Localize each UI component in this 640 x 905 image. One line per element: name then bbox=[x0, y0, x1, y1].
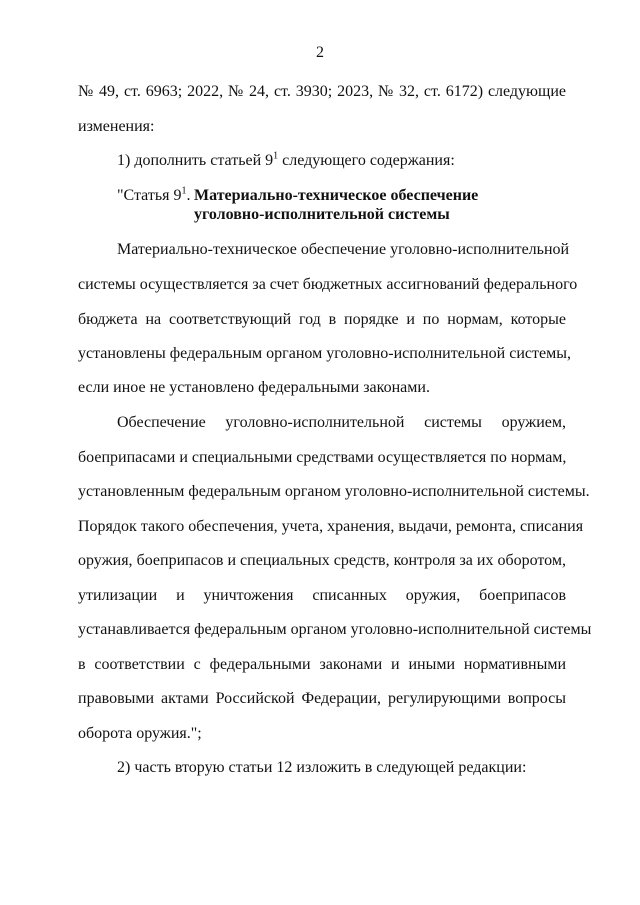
article-title-line-2: уголовно-исполнительной системы bbox=[194, 206, 450, 223]
article-prefix: "Статья 9 bbox=[117, 187, 182, 204]
para-1-line: Материально-техническое обеспечение уголовно-исполнительной bbox=[117, 241, 570, 258]
page-number: 2 bbox=[316, 44, 324, 61]
item-1-text: 1) дополнить статьей 9 bbox=[117, 152, 274, 169]
item-1 bbox=[117, 151, 566, 171]
para-2-line: Обеспечение уголовно-исполнительной системы оружием, bbox=[117, 414, 566, 431]
para-2-line: устанавливается федеральным органом уголовно-исполнительной системы bbox=[78, 621, 592, 638]
para-2-line: оружия, боеприпасов и специальных средств, контроля за их оборотом, bbox=[78, 552, 566, 569]
para-2-line: Порядок такого обеспечения, учета, хранения, выдачи, ремонта, списания bbox=[78, 518, 584, 535]
para-1-line: системы осуществляется за счет бюджетных ассигнований федерального bbox=[78, 276, 578, 293]
para-1-line: бюджета на соответствующий год в порядке и по нормам, которые bbox=[78, 311, 566, 328]
intro-line-2: изменения: bbox=[78, 118, 155, 135]
para-2-line: правовыми актами Российской Федерации, регулирующими вопросы bbox=[78, 690, 566, 707]
para-2-line: утилизации и уничтожения списанных оружия, боеприпасов bbox=[78, 587, 566, 604]
item-1-sup: 1 bbox=[273, 150, 279, 162]
para-1-line: если иное не установлено федеральными законами. bbox=[78, 379, 430, 396]
item-2: 2) часть вторую статьи 12 изложить в следующей редакции: bbox=[117, 759, 527, 776]
para-2-line: в соответствии с федеральными законами и иными нормативными bbox=[78, 656, 566, 673]
intro-line-1: № 49, ст. 6963; 2022, № 24, ст. 3930; 2023, № 32, ст. 6172) следующие bbox=[78, 83, 566, 100]
article-prefix-end: . bbox=[186, 187, 191, 204]
item-1-text-end: следующего содержания: bbox=[278, 152, 455, 169]
article-title-line-1: Материально-техническое обеспечение bbox=[194, 187, 479, 204]
article-sup: 1 bbox=[181, 185, 187, 197]
para-2-line: установленным федеральным органом уголовно-исполнительной системы. bbox=[78, 483, 590, 500]
para-1-line: установлены федеральным органом уголовно-исполнительной системы, bbox=[78, 345, 571, 362]
para-2-line: оборота оружия."; bbox=[78, 725, 202, 742]
para-2-line: боеприпасами и специальными средствами осуществляется по нормам, bbox=[78, 449, 567, 466]
